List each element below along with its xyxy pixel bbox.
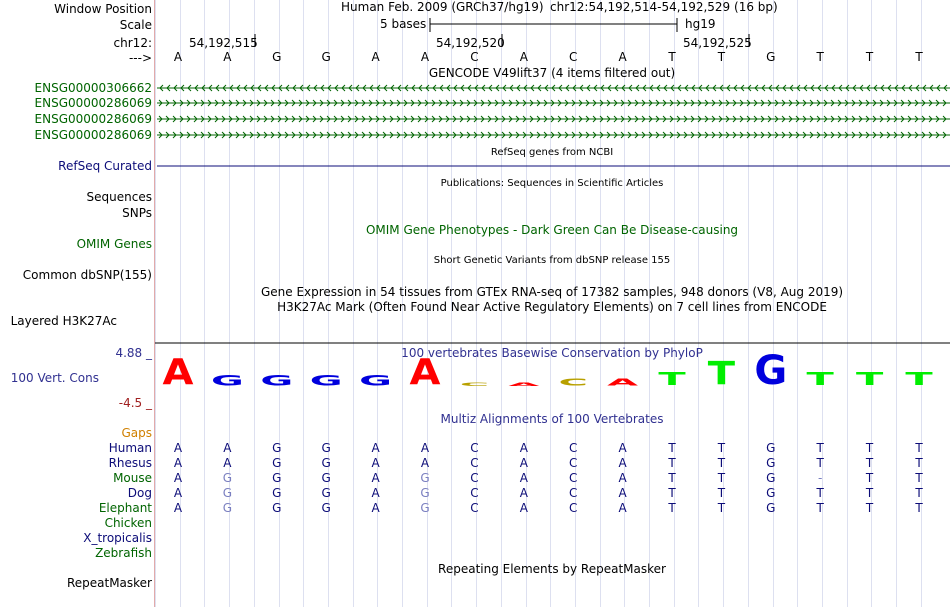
track-label-repeatmasker[interactable]: RepeatMasker [66, 576, 152, 590]
alignment-base: T [668, 486, 676, 500]
alignment-base: T [668, 471, 676, 485]
phylop-track-title: 100 vertebrates Basewise Conservation by PhyloP [401, 346, 703, 360]
alignment-base: - [818, 471, 823, 485]
conservation-logo-letter: T [806, 368, 834, 390]
alignment-base: A [371, 471, 380, 485]
alignment-base: G [321, 486, 331, 500]
species-label-human[interactable]: Human [108, 441, 152, 455]
alignment-base: A [618, 501, 627, 515]
conservation-logo-letter: A [162, 351, 194, 394]
alignment-base: T [816, 486, 824, 500]
alignment-base: A [173, 456, 183, 470]
sequence-base: A [223, 50, 232, 64]
position-title: chr12:54,192,514-54,192,529 (16 bp) [550, 0, 778, 14]
dbsnp-track-title: Short Genetic Variants from dbSNP release 155 [433, 255, 671, 266]
conservation-logo-letter: T [707, 355, 736, 393]
track-label-gencode-1[interactable]: ENSG00000306662 [34, 81, 152, 95]
label-scale: Scale [119, 18, 152, 32]
refseq-track-title: RefSeq genes from NCBI [490, 147, 614, 158]
conservation-logo-letter: T [658, 368, 686, 390]
alignment-base: T [668, 501, 676, 515]
multiz-track-title: Multiz Alignments of 100 Vertebrates [440, 412, 664, 426]
alignment-base: T [816, 456, 824, 470]
track-label-h3k27ac[interactable]: Layered H3K27Ac [10, 314, 117, 328]
alignment-base: T [865, 471, 874, 485]
alignment-base: T [865, 456, 874, 470]
conservation-logo-letter: C [459, 382, 490, 387]
alignment-base: C [568, 486, 578, 500]
alignment-base: T [865, 486, 874, 500]
track-label-gaps[interactable]: Gaps [121, 426, 152, 440]
species-label-zebrafish[interactable]: Zebrafish [95, 546, 152, 560]
browser-image[interactable] [155, 0, 950, 607]
alignment-base: A [519, 471, 528, 485]
alignment-base: A [173, 441, 183, 455]
alignment-base: T [915, 456, 923, 470]
species-label-chicken[interactable]: Chicken [104, 516, 152, 530]
conservation-logo-letter: T [905, 368, 933, 390]
conservation-logo-letter: G [754, 348, 788, 394]
alignment-base: C [470, 471, 479, 485]
alignment-base: A [618, 486, 627, 500]
alignment-base: G [222, 471, 233, 485]
species-label-elephant[interactable]: Elephant [98, 501, 152, 515]
alignment-base: A [173, 486, 183, 500]
track-label-gencode-3[interactable]: ENSG00000286069 [34, 112, 152, 126]
gencode-track-title: GENCODE V49lift37 (4 items filtered out) [428, 66, 676, 80]
alignment-base: G [272, 501, 282, 515]
conservation-logo-letter: G [210, 372, 244, 389]
alignment-base: G [321, 471, 331, 485]
alignment-base: A [371, 441, 380, 455]
assembly-title: Human Feb. 2009 (GRCh37/hg19) [341, 0, 544, 14]
scale-bar-label: 5 bases [380, 17, 427, 31]
alignment-base: G [766, 486, 776, 500]
gtex-track-title: Gene Expression in 54 tissues from GTEx RNA-seq of 17382 samples, 948 donors (V8, Aug 2019) [260, 285, 844, 299]
alignment-base: C [568, 501, 578, 515]
ruler-coord-1: 54,192,515 [189, 36, 258, 50]
alignment-base: T [816, 441, 824, 455]
alignment-base: A [618, 456, 627, 470]
alignment-base: G [272, 441, 282, 455]
sequence-base: A [618, 50, 627, 64]
alignment-base: G [766, 441, 776, 455]
alignment-base: G [321, 441, 331, 455]
alignment-base: C [568, 456, 578, 470]
alignment-base: T [717, 441, 726, 455]
alignment-base: G [321, 456, 331, 470]
alignment-base: A [519, 486, 528, 500]
conservation-logo-letter: G [359, 372, 393, 389]
conservation-logo-letter: A [508, 382, 540, 387]
alignment-base: T [717, 501, 726, 515]
track-label-gencode-4[interactable]: ENSG00000286069 [34, 128, 152, 142]
scale-bar-db: hg19 [685, 17, 716, 31]
species-label-dog[interactable]: Dog [127, 486, 152, 500]
track-label-gencode-2[interactable]: ENSG00000286069 [34, 96, 152, 110]
conservation-logo-letter: G [309, 372, 343, 389]
alignment-base: A [371, 486, 380, 500]
alignment-base: G [272, 456, 282, 470]
sequence-base: G [766, 50, 776, 64]
alignment-base: G [766, 456, 776, 470]
species-label-x_tropicalis[interactable]: X_tropicalis [83, 531, 152, 545]
alignment-base: C [470, 486, 479, 500]
alignment-base: A [519, 441, 528, 455]
alignment-base: G [222, 486, 233, 500]
conservation-logo-letter: G [260, 372, 294, 389]
alignment-base: T [915, 471, 923, 485]
sequence-base: A [173, 50, 183, 64]
publications-track-title: Publications: Sequences in Scientific Articles [440, 178, 664, 189]
alignment-base: G [222, 501, 233, 515]
alignment-base: T [915, 441, 923, 455]
species-label-rhesus[interactable]: Rhesus [108, 456, 152, 470]
alignment-base: T [717, 456, 726, 470]
track-label-dbsnp[interactable]: Common dbSNP(155) [22, 268, 152, 282]
alignment-base: T [816, 501, 824, 515]
conservation-logo-letter: A [409, 351, 441, 394]
ruler-coord-2: 54,192,520 [436, 36, 505, 50]
cons-axis-min: -4.5 _ [118, 396, 152, 410]
alignment-base: A [618, 471, 627, 485]
alignment-base: T [717, 486, 726, 500]
alignment-base: G [766, 471, 776, 485]
alignment-base: C [470, 501, 479, 515]
sequence-base: T [668, 50, 676, 64]
sequence-base: A [371, 50, 380, 64]
alignment-base: A [371, 501, 380, 515]
alignment-base: C [470, 456, 479, 470]
species-label-mouse[interactable]: Mouse [113, 471, 152, 485]
sequence-base: A [420, 50, 430, 64]
sequence-base: T [915, 50, 923, 64]
sequence-base: G [321, 50, 331, 64]
alignment-base: C [568, 471, 578, 485]
alignment-base: T [717, 471, 726, 485]
alignment-base: A [519, 456, 528, 470]
conservation-logo-letter: C [558, 376, 588, 388]
alignment-base: A [371, 456, 380, 470]
h3k27ac-baseline [155, 0, 950, 350]
alignment-base: A [420, 441, 430, 455]
label-strand-arrow: ---> [128, 51, 152, 65]
alignment-base: T [865, 441, 874, 455]
alignment-base: G [766, 501, 776, 515]
alignment-base: T [668, 441, 676, 455]
alignment-base: G [420, 486, 430, 500]
omim-track-title: OMIM Gene Phenotypes - Dark Green Can Be Disease-causing [365, 223, 739, 237]
alignment-base: A [618, 441, 627, 455]
alignment-base: A [223, 441, 232, 455]
sequence-base: G [272, 50, 282, 64]
sequence-base: A [519, 50, 528, 64]
alignment-base: A [223, 456, 232, 470]
alignment-base: C [568, 441, 578, 455]
alignment-base: A [519, 501, 528, 515]
alignment-base: G [272, 486, 282, 500]
track-label-sequences[interactable]: Sequences [86, 190, 152, 204]
sequence-base: T [816, 50, 824, 64]
track-label-omim[interactable]: OMIM Genes [76, 237, 152, 251]
alignment-base: T [915, 486, 923, 500]
track-label-refseq[interactable]: RefSeq Curated [58, 159, 152, 173]
conservation-logo-letter: A [607, 376, 639, 388]
alignment-base: A [173, 501, 183, 515]
sequence-base: C [568, 50, 578, 64]
cons-axis-max: 4.88 _ [115, 346, 152, 360]
sequence-base: T [865, 50, 874, 64]
alignment-base: G [420, 471, 430, 485]
alignment-base: C [470, 441, 479, 455]
alignment-base: T [865, 501, 874, 515]
repeatmasker-track-title: Repeating Elements by RepeatMasker [438, 562, 666, 576]
alignment-base: T [668, 456, 676, 470]
alignment-base: A [173, 471, 183, 485]
sequence-base: C [470, 50, 479, 64]
h3k27ac-track-title: H3K27Ac Mark (Often Found Near Active Regulatory Elements) on 7 cell lines from ENCODE [277, 300, 827, 314]
sequence-base: T [717, 50, 726, 64]
track-label-conservation[interactable]: 100 Vert. Cons [10, 371, 99, 385]
alignment-base: A [420, 456, 430, 470]
alignment-base: G [272, 471, 282, 485]
track-label-snps[interactable]: SNPs [122, 206, 152, 220]
label-window-position: Window Position [54, 2, 152, 16]
alignment-base: G [321, 501, 331, 515]
alignment-base: T [915, 501, 923, 515]
conservation-logo-letter: T [855, 368, 884, 390]
alignment-base: G [420, 501, 430, 515]
label-chromosome: chr12: [113, 36, 152, 50]
ruler-coord-3: 54,192,525 [683, 36, 752, 50]
